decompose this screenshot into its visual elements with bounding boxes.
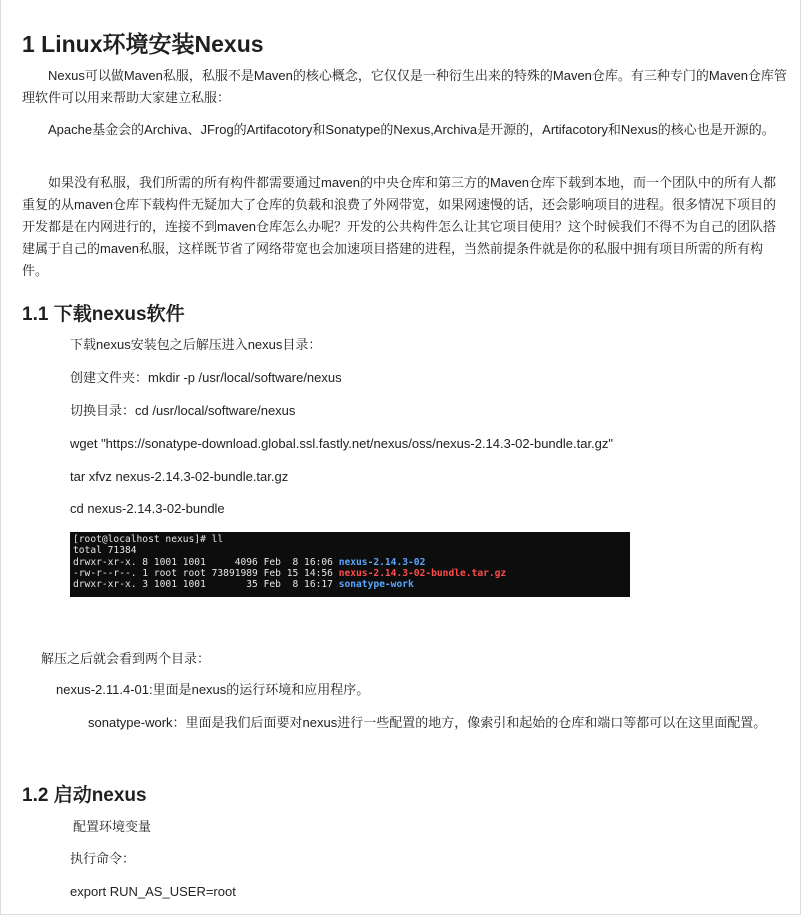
heading-download-nexus: 1.1 下载nexus软件 — [22, 304, 185, 325]
terminal-row-nexus-dir — [73, 557, 627, 568]
file-meta: drwxr-xr-x. 3 1001 1001 35 Feb 8 16:17 — [73, 579, 339, 591]
heading-linux-install-nexus: 1 Linux环境安装Nexus — [22, 31, 264, 57]
terminal-row-sonatype-work — [73, 579, 627, 590]
file-meta: -rw-r--r--. 1 root root 73891989 Feb 15 14:56 — [73, 567, 339, 579]
download-step-mkdir: 创建文件夹：mkdir -p /usr/local/software/nexus — [70, 370, 342, 385]
download-step-intro: 下载nexus安装包之后解压进入nexus目录： — [70, 337, 322, 352]
download-step-wget: wget "https://sonatype-download.global.ssl.fastly.net/nexus/oss/nexus-2.14.3-02-bundle.tar.gz" — [70, 436, 614, 451]
terminal-total-line: total 71384 — [73, 545, 137, 557]
heading-start-nexus: 1.2 启动nexus — [22, 785, 147, 806]
download-step-cd: 切换目录：cd /usr/local/software/nexus — [70, 403, 296, 418]
terminal-screenshot — [70, 532, 630, 597]
start-step-env: 配置环境变量 — [73, 819, 152, 834]
terminal-row-archive — [73, 568, 627, 579]
intro-paragraph-3: 如果没有私服，我们所需的所有构件都需要通过maven的中央仓库和第三方的Maven仓库下载到本地，而一个团队中的所有人都重复的从maven仓库下载构件无疑加大了仓库的负载和浪费了外网带宽，如果网速慢的话，还会影响项目的进程。很多情况下项目的开发都是在内网进行的，连接不到maven仓库怎么办呢？开发的公共构件怎么让其它项目使用？这个时候我们不得不为自己的团队搭建属于自己的maven私服，这样既节省了网络带宽也会加速项目搭建的进程，当然前提条件就是你的私服中拥有项目所需的所有构件。 — [22, 175, 777, 278]
intro-paragraph-1: Nexus可以做Maven私服，私服不是Maven的核心概念，它仅仅是一种衍生出来的特殊的Maven仓库。有三种专门的Maven仓库管理软件可以用来帮助大家建立私服： — [22, 68, 787, 105]
start-step-export: export RUN_AS_USER=root — [70, 884, 236, 899]
file-name-archive: nexus-2.14.3-02-bundle.tar.gz — [338, 567, 507, 579]
download-step-tar: tar xfvz nexus-2.14.3-02-bundle.tar.gz — [70, 469, 289, 484]
download-step-cd-bundle: cd nexus-2.14.3-02-bundle — [70, 501, 225, 516]
start-step-exec: 执行命令： — [70, 851, 136, 866]
intro-paragraph-2: Apache基金会的Archiva、JFrog的Artifacotory和Sonatype的Nexus,Archiva是开源的，Artifacotory和Nexus的核心也是开源的。 — [48, 122, 775, 137]
file-name-sonatype-work: sonatype-work — [338, 579, 414, 591]
extract-result-intro: 解压之后就会看到两个目录： — [41, 651, 211, 666]
terminal-prompt-line: [root@localhost nexus]# ll — [73, 534, 224, 545]
file-name-nexus-dir: nexus-2.14.3-02 — [338, 556, 426, 568]
extract-result-sonatype-work: sonatype-work：里面是我们后面要对nexus进行一些配置的地方，像索引和起始的仓库和端口等都可以在这里面配置。 — [88, 715, 767, 730]
file-meta: drwxr-xr-x. 8 1001 1001 4096 Feb 8 16:06 — [73, 556, 339, 568]
extract-result-nexus-dir: nexus-2.11.4-01:里面是nexus的运行环境和应用程序。 — [56, 682, 370, 697]
